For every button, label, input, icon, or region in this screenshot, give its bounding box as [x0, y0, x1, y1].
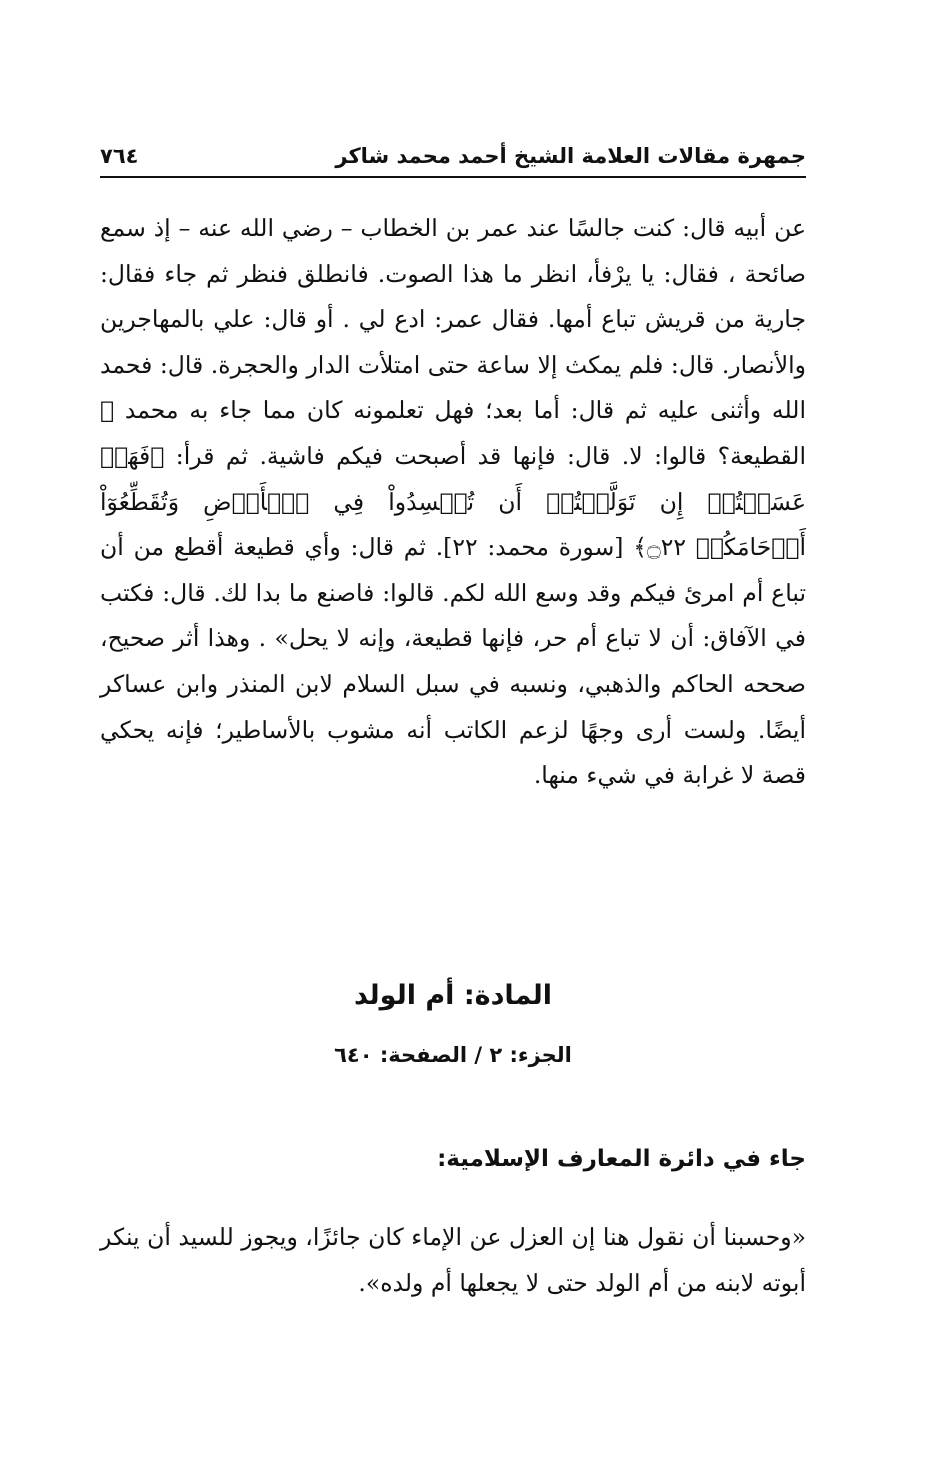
- article-reference: الجزء: ٢ / الصفحة: ٦٤٠: [334, 1043, 572, 1067]
- article-title: المادة: أم الولد: [353, 980, 553, 1011]
- running-title: جمهرة مقالات العلامة الشيخ أحمد محمد شاكر: [335, 144, 806, 168]
- page-number: ٧٦٤: [100, 144, 139, 168]
- quote-paragraph: «وحسبنا أن نقول هنا إن العزل عن الإماء كان جائزًا، ويجوز للسيد أن ينكر أبوته لابنه من أم الولد حتى لا يجعلها أم ولده».: [100, 1223, 806, 1297]
- body-paragraph: عن أبيه قال: كنت جالسًا عند عمر بن الخطاب – رضي الله عنه – إذ سمع صائحة ، فقال: يا يرْفأ، انظر ما هذا الصوت. فانطلق فنظر ثم جاء فقال: جارية من قريش تباع أمها. فقال عمر: ادع لي . أو قال: علي بالمهاجرين والأنصار. قال: فلم يمكث إلا ساعة حتى امتلأت الدار والحجرة. قال: فحمد الله وأثنى عليه ثم قال: أما بعد؛ فهل تعلمونه كان مما جاء به محمد ﷺ القطيعة؟ قالوا: لا. قال: فإنها قد أصبحت فيكم فاشية. ثم قرأ: ﴿فَهَلۡ عَسَيۡتُمۡ إِن تَوَلَّيۡتُمۡ أَن تُفۡسِدُواْ فِي ٱلۡأَرۡضِ وَتُقَطِّعُوٓاْ أَرۡحَامَكُمۡ ۝٢٢﴾ [سورة محمد: ٢٢]. ثم قال: وأي قطيعة أقطع من أن تباع أم امرئ فيكم وقد وسع الله لكم. قالوا: فاصنع ما بدا لك. قال: فكتب في الآفاق: أن لا تباع أم حر، فإنها قطيعة، وإنه لا يحل» . وهذا أثر صحيح، صححه الحاكم والذهبي، ونسبه في سبل السلام لابن المنذر وابن عساكر أيضًا. ولست أرى وجهًا لزعم الكاتب أنه مشوب بالأساطير؛ فإنه يحكي قصة لا غرابة في شيء منها.: [100, 214, 806, 790]
- section-heading: جاء في دائرة المعارف الإسلامية:: [437, 1146, 806, 1172]
- running-header: [100, 130, 806, 178]
